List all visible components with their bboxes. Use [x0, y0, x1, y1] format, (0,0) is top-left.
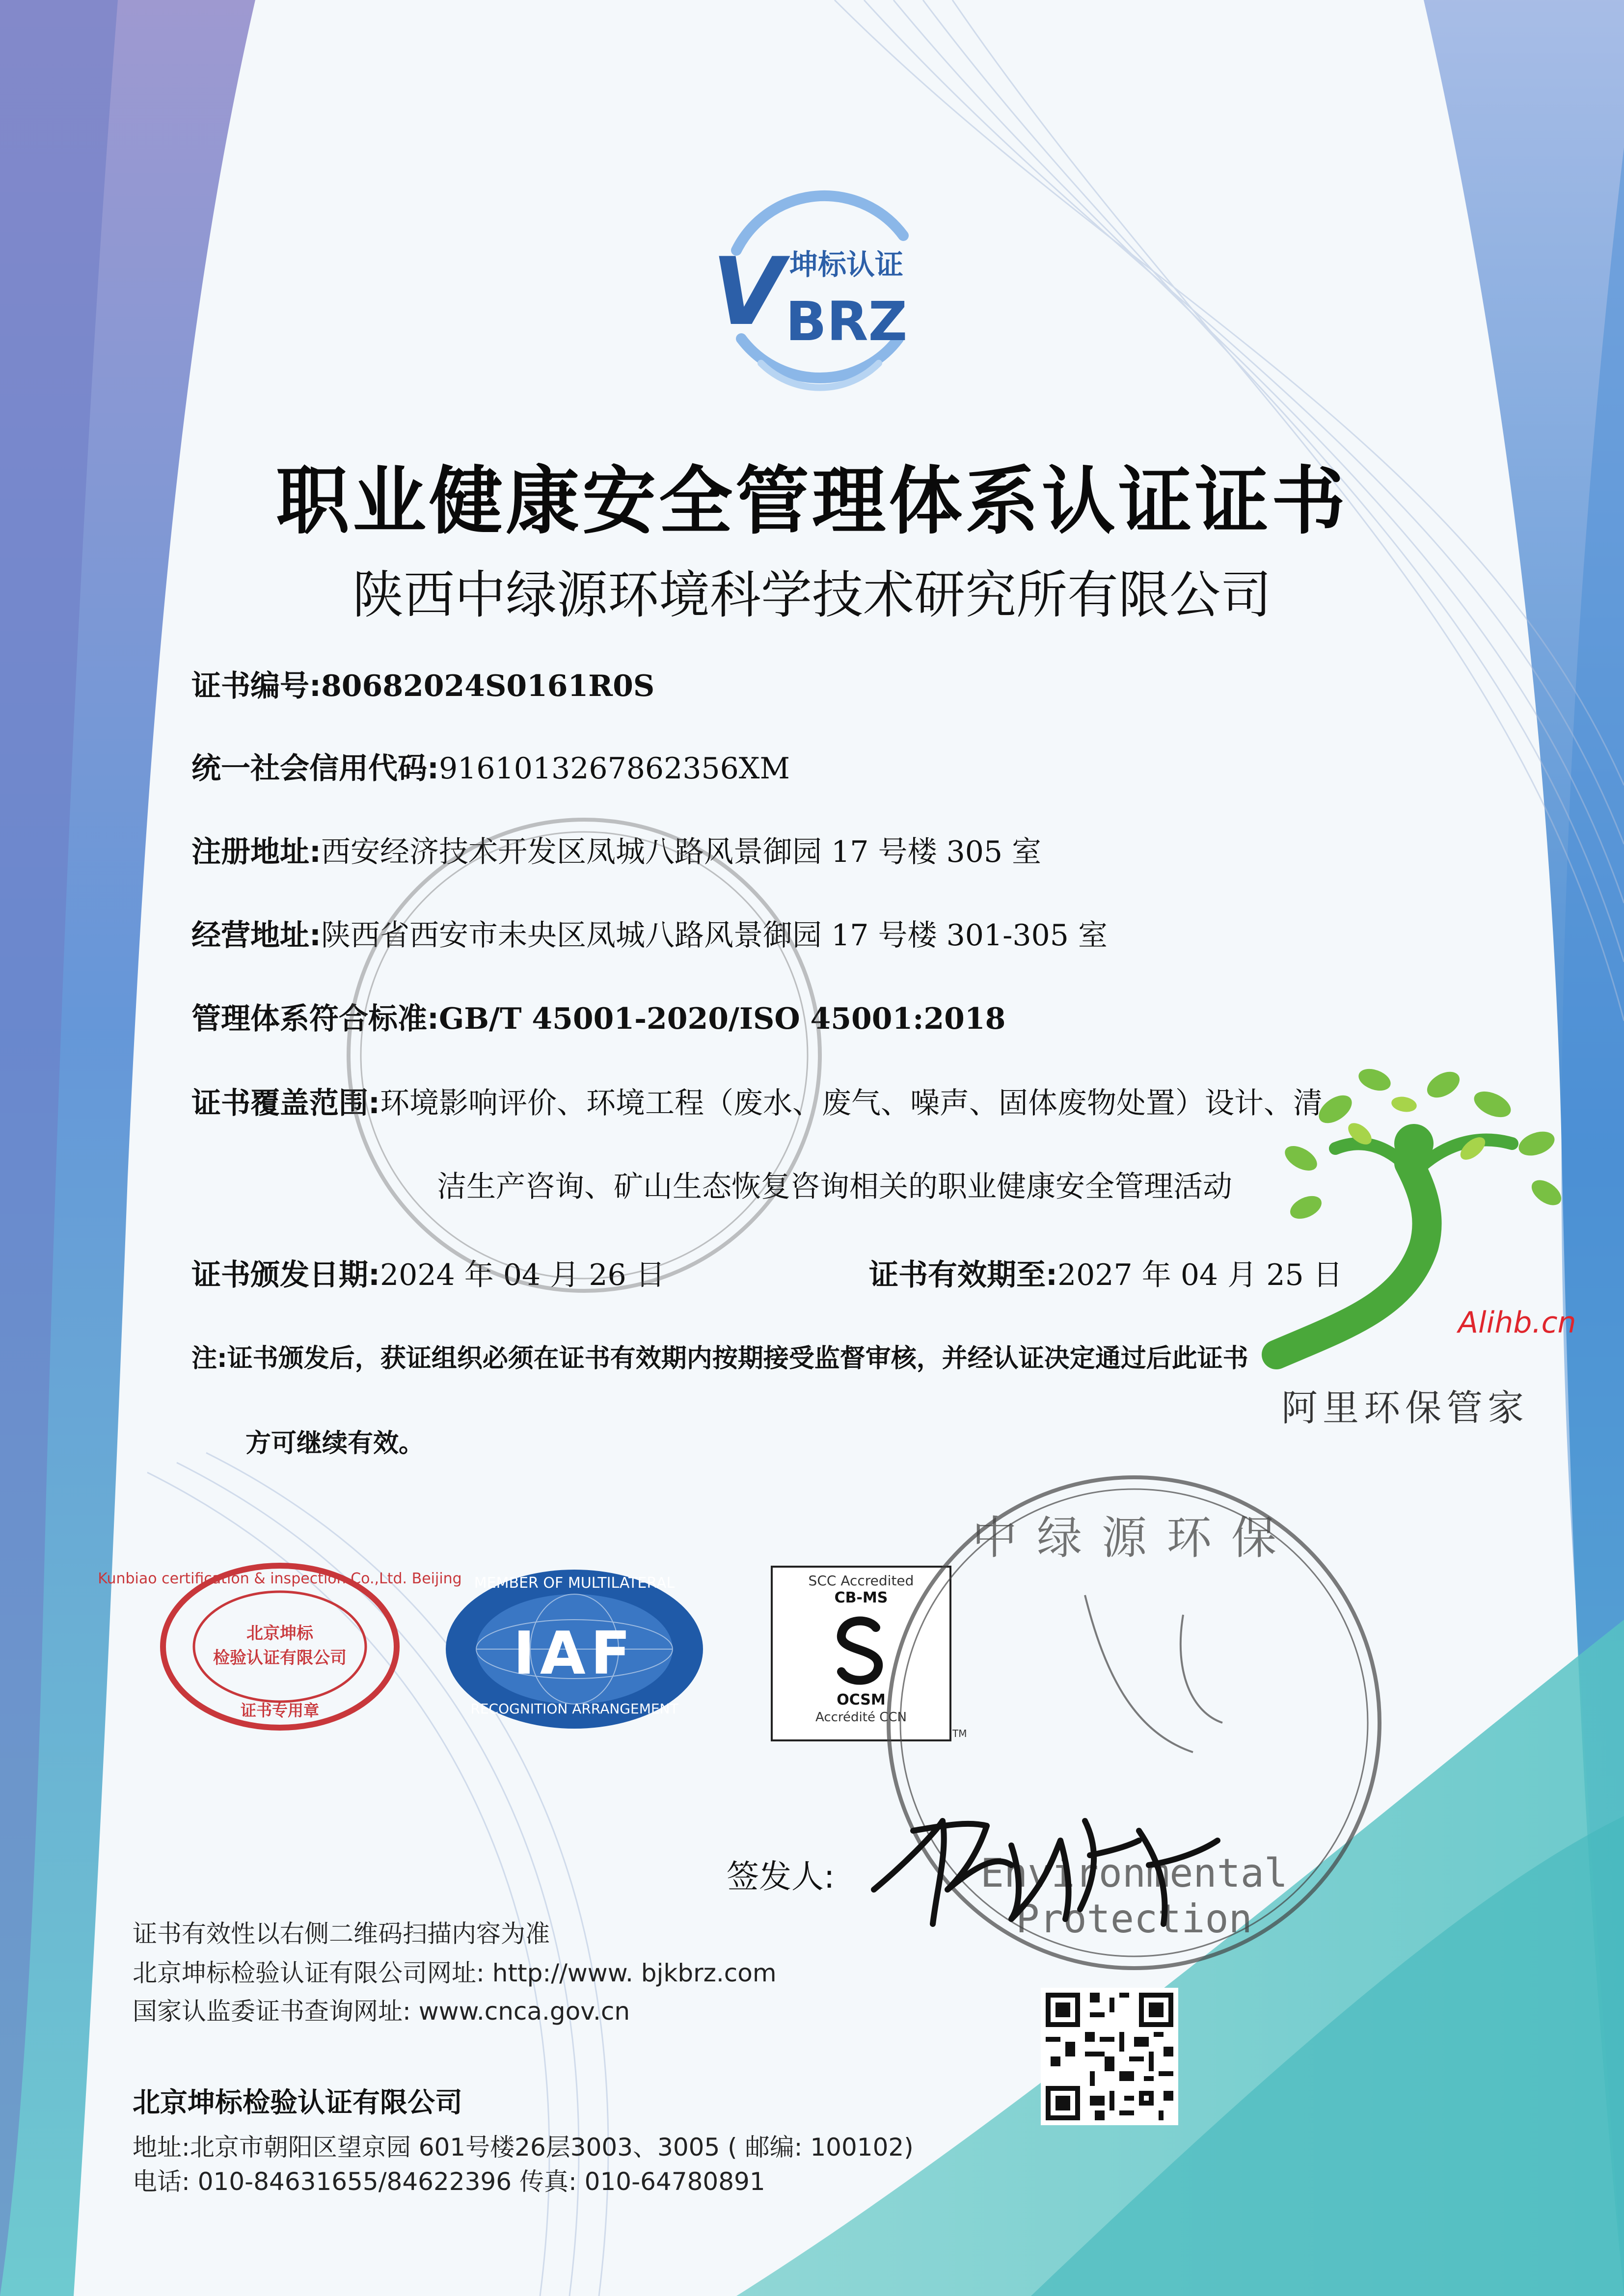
scc-top: SCC Accredited — [808, 1573, 914, 1589]
certificate-title: 职业健康安全管理体系认证证书 — [275, 459, 1348, 544]
qr-code[interactable] — [1041, 1988, 1178, 2125]
field-value: 2024 年 04 月 26 日 — [380, 1258, 665, 1292]
iaf-top: MEMBER OF MULTILATERAL — [474, 1575, 675, 1592]
scope-line-1: 环境影响评价、环境工程（废水、废气、噪声、固体废物处置）设计、清 — [380, 1086, 1323, 1121]
field-credit-code — [191, 745, 790, 787]
field-label: 证书编号: — [191, 669, 321, 703]
scc-bottom-2: Accrédité CCN — [815, 1710, 907, 1725]
field-label: 证书颁发日期: — [191, 1258, 380, 1292]
iaf-bottom: RECOGNITION ARRANGEMENT — [470, 1701, 678, 1717]
footer-phone: 电话: 010-84631655/84622396 传真: 010-64780891 — [133, 2167, 765, 2196]
note-line-2: 方可继续有效。 — [245, 1429, 425, 1458]
iaf-mark: IAF — [513, 1620, 636, 1688]
footer-line-1: 证书有效性以右侧二维码扫描内容为准 — [133, 1920, 550, 1948]
field-label: 管理体系符合标准: — [191, 1002, 439, 1036]
footer-address: 地址:北京市朝阳区望京园 601号楼26层3003、3005 ( 邮编: 100102) — [133, 2133, 914, 2162]
field-value: GB/T 45001-2020/ISO 45001:2018 — [439, 1002, 1006, 1036]
footer-line-3: 国家认监委证书查询网址: www.cnca.gov.cn — [133, 1997, 630, 2026]
field-label: 注册地址: — [191, 835, 321, 869]
scc-tm: TM — [952, 1728, 967, 1739]
scc-sub: CB-MS — [834, 1589, 888, 1606]
logo-brz: BRZ — [785, 290, 908, 353]
watermark-caption: 阿里环保管家 — [1281, 1387, 1529, 1429]
seal-outer-text: Kunbiao certification & inspection Co.,Ltd. Beijing — [98, 1570, 462, 1587]
logo-v: V — [712, 238, 785, 346]
seal-inner-2: 检验认证有限公司 — [213, 1648, 347, 1668]
note-line-1: 注:证书颁发后，获证组织必须在证书有效期内按期接受监督审核，并经认证决定通过后此证书 — [191, 1344, 1248, 1373]
seal-red — [98, 1561, 462, 1733]
seal-inner-1: 北京坤标 — [246, 1624, 313, 1643]
company-name: 陕西中绿源环境科学技术研究所有限公司 — [352, 565, 1272, 625]
field-value: 2027 年 04 月 25 日 — [1057, 1258, 1343, 1292]
field-label: 证书有效期至: — [869, 1258, 1057, 1292]
logo-brand-cn: 坤标认证 — [789, 248, 904, 281]
signature-image — [864, 1791, 1237, 1934]
field-value: 西安经济技术开发区凤城八路风景御园 17 号楼 305 室 — [321, 835, 1042, 869]
field-value: 80682024S0161R0S — [321, 669, 655, 703]
seal-bottom: 证书专用章 — [240, 1701, 319, 1720]
signature-label: 签发人: — [727, 1858, 835, 1896]
stamp-upper — [334, 805, 835, 1306]
footer-company: 北京坤标检验认证有限公司 — [133, 2087, 462, 2119]
stamp-en-text: Environmental Protection — [980, 1850, 1288, 1942]
field-value: 9161013267862356XM — [439, 751, 790, 786]
scc-bottom-1: OCSM — [837, 1691, 886, 1709]
field-label: 证书覆盖范围: — [191, 1086, 380, 1121]
stamp-cn-text: 中绿源环保 — [972, 1512, 1296, 1564]
field-cert-number — [191, 663, 654, 705]
field-label: 统一社会信用代码: — [191, 751, 439, 786]
alihb-watermark — [1247, 1050, 1581, 1443]
vbrz-logo — [707, 177, 933, 402]
scope-line-2: 洁生产咨询、矿山生态恢复咨询相关的职业健康安全管理活动 — [437, 1170, 1232, 1204]
iaf-logo — [442, 1566, 707, 1733]
footer-line-2: 北京坤标检验认证有限公司网址: http://www. bjkbrz.com — [133, 1959, 777, 1987]
field-label: 经营地址: — [191, 918, 321, 953]
field-value: 陕西省西安市未央区凤城八路风景御园 17 号楼 301-305 室 — [321, 918, 1108, 953]
watermark-brand: Alihb.cn — [1458, 1306, 1576, 1340]
